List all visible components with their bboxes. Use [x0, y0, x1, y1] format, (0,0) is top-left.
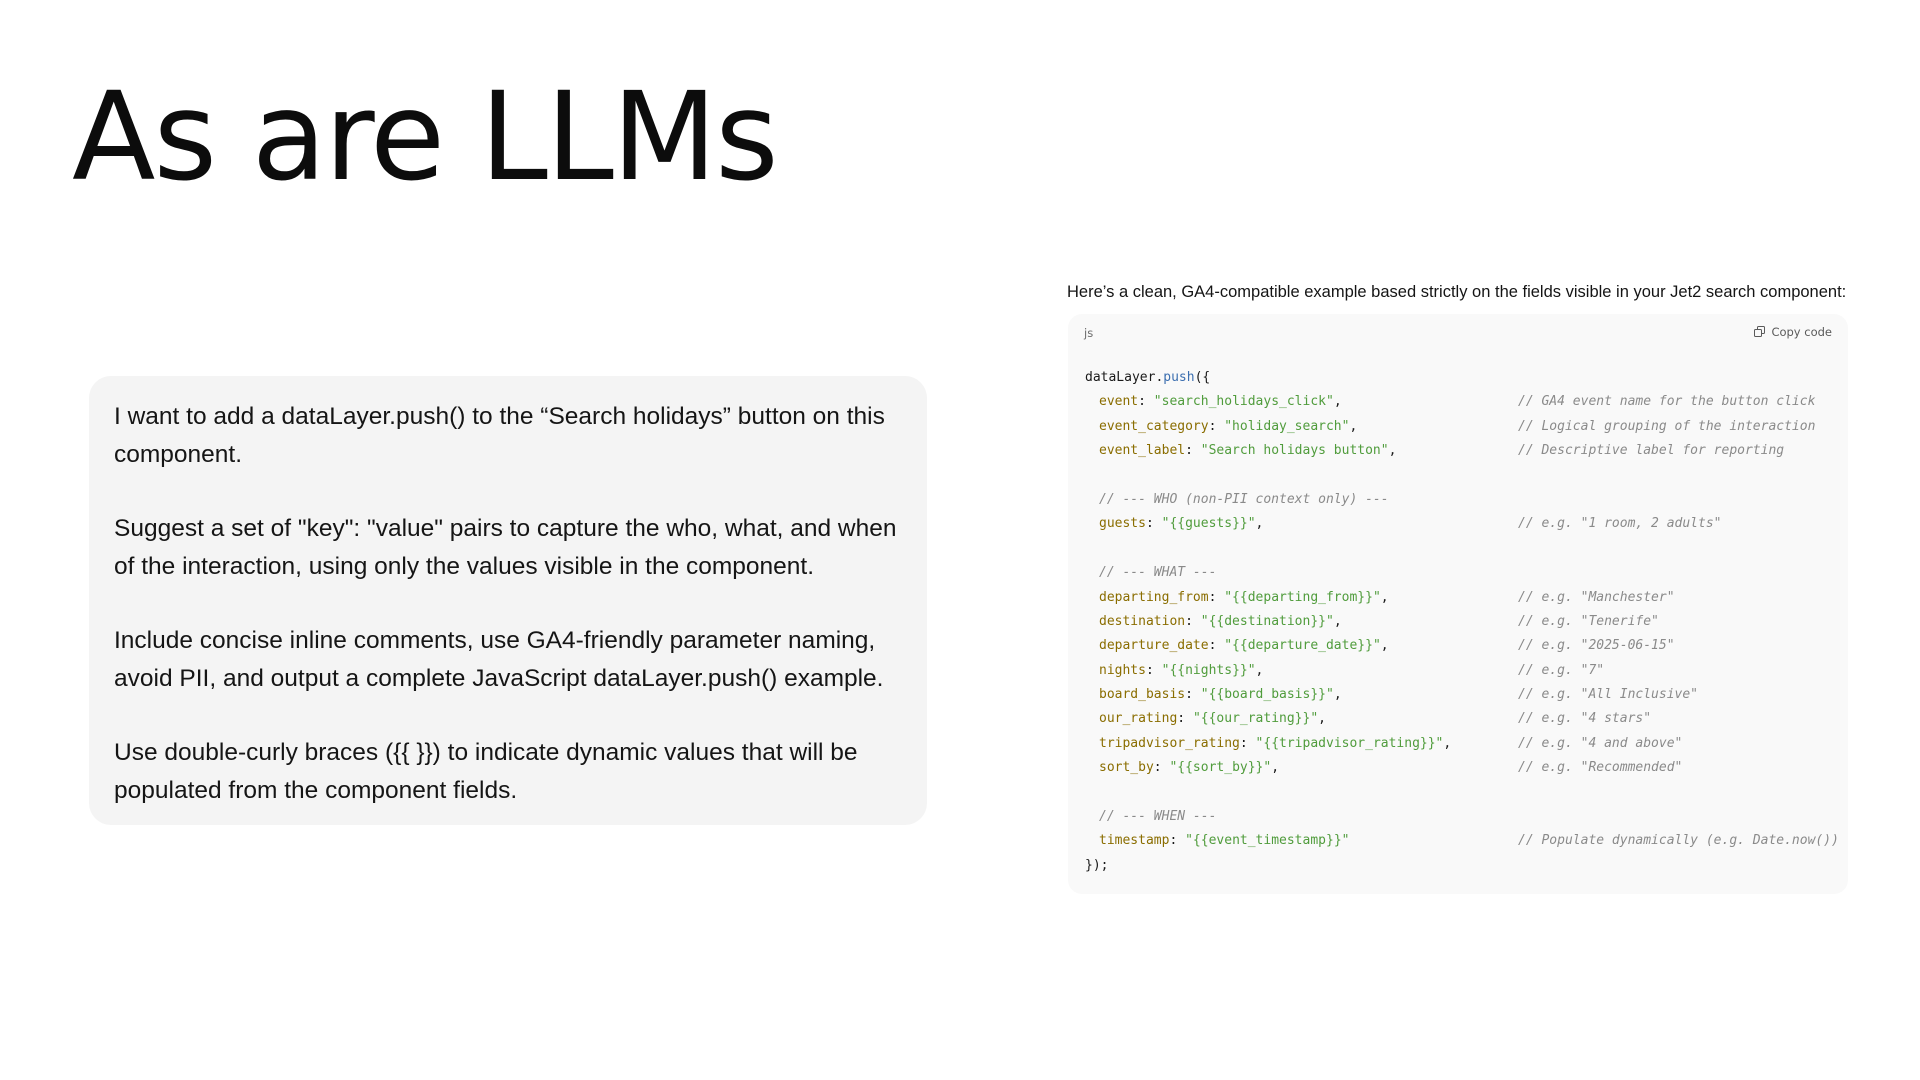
code-key: timestamp — [1099, 833, 1170, 849]
code-language-label: js — [1084, 326, 1094, 340]
code-comment: // Descriptive label for reporting — [1518, 443, 1785, 459]
code-colon: : — [1185, 613, 1201, 629]
code-colon: : — [1185, 687, 1201, 703]
code-comment: // e.g. "Recommended" — [1518, 760, 1683, 776]
code-line-blank — [1085, 781, 1451, 805]
code-section-comment: // --- WHAT --- — [1099, 565, 1217, 581]
code-comma: , — [1349, 418, 1358, 434]
code-body — [1085, 366, 1839, 878]
code-colon: : — [1185, 443, 1201, 459]
code-comment: // e.g. "All Inclusive" — [1518, 687, 1699, 703]
code-key: departure_date — [1099, 638, 1209, 654]
code-section-comment: // --- WHO (non-PII context only) --- — [1099, 491, 1389, 507]
copy-code-button[interactable] — [1754, 323, 1832, 341]
code-line-blank — [1085, 537, 1451, 561]
code-comment: // e.g. "4 and above" — [1518, 735, 1683, 751]
code-key: tripadvisor_rating — [1099, 735, 1240, 751]
code-comment: // e.g. "Manchester" — [1518, 589, 1675, 605]
code-key: sort_by — [1099, 760, 1154, 776]
code-colon: : — [1208, 589, 1225, 605]
copy-icon — [1754, 326, 1766, 338]
code-comment: // e.g. "Tenerife" — [1518, 613, 1659, 629]
code-colon: : — [1208, 418, 1225, 434]
response-intro: Here’s a clean, GA4-compatible example based strictly on the fields visible in your Jet2 search component: — [1067, 283, 1847, 301]
code-line — [1085, 756, 1683, 780]
code-function: push — [1163, 370, 1195, 385]
code-comment: // e.g. "4 stars" — [1518, 711, 1652, 727]
code-comma: , — [1333, 687, 1342, 703]
code-line — [1085, 805, 1451, 829]
code-dot: . — [1155, 370, 1164, 385]
code-line — [1085, 707, 1652, 731]
code-block — [1068, 314, 1848, 894]
code-line-open — [1085, 366, 1451, 390]
prompt-paragraph: Include concise inline comments, use GA4-friendly parameter naming, avoid PII, and output a complete JavaScript dataLayer.push() example. — [114, 627, 884, 692]
code-line — [1085, 586, 1675, 610]
code-comma: , — [1380, 638, 1389, 654]
code-colon: : — [1138, 394, 1154, 410]
code-open-paren: ({ — [1194, 370, 1211, 385]
code-line — [1085, 659, 1605, 683]
code-comma: , — [1388, 443, 1397, 459]
code-comma: , — [1255, 516, 1264, 532]
code-comma: , — [1318, 711, 1326, 727]
code-line — [1085, 610, 1659, 634]
code-key: our_rating — [1099, 711, 1178, 727]
code-value: "Search holidays button" — [1200, 443, 1389, 459]
code-colon: : — [1239, 735, 1256, 751]
code-comma: , — [1443, 735, 1452, 751]
code-line — [1085, 488, 1451, 512]
code-fields — [1085, 390, 1839, 853]
code-value: "{{destination}}" — [1200, 613, 1334, 629]
prompt-paragraph: Suggest a set of "key": "value" pairs to capture the who, what, and when of the interaction, using only the values visible in the component. — [114, 515, 897, 580]
code-value: "{{board_basis}}" — [1200, 687, 1334, 703]
code-value: "{{nights}}" — [1161, 662, 1256, 678]
code-section-comment: // --- WHEN --- — [1099, 809, 1217, 825]
code-colon: : — [1145, 516, 1162, 532]
code-header — [1068, 314, 1848, 350]
code-comment: // e.g. "1 room, 2 adults" — [1518, 516, 1722, 532]
code-value: "{{sort_by}}" — [1169, 760, 1272, 776]
code-comment: // e.g. "7" — [1518, 662, 1605, 678]
code-value: "search_holidays_click" — [1153, 394, 1334, 410]
code-line — [1085, 561, 1451, 585]
code-colon: : — [1145, 662, 1162, 678]
code-line — [1085, 390, 1816, 414]
code-line — [1085, 732, 1683, 756]
prompt-paragraph: I want to add a dataLayer.push() to the “Search holidays” button on this component. — [114, 403, 885, 468]
code-comment: // Populate dynamically (e.g. Date.now()) — [1518, 833, 1839, 849]
code-line — [1085, 634, 1675, 658]
code-colon: : — [1177, 711, 1193, 727]
code-line-blank — [1085, 464, 1451, 488]
slide-title: As are LLMs — [72, 66, 777, 208]
code-key: event_label — [1099, 443, 1186, 459]
code-comment: // Logical grouping of the interaction — [1518, 418, 1816, 434]
code-comma: , — [1255, 662, 1264, 678]
code-comment: // GA4 event name for the button click — [1518, 394, 1816, 410]
code-colon: : — [1153, 760, 1170, 776]
code-line — [1085, 512, 1722, 536]
code-value: "holiday_search" — [1224, 418, 1350, 434]
code-comment: // e.g. "2025-06-15" — [1518, 638, 1675, 654]
code-colon: : — [1169, 833, 1186, 849]
code-close: }); — [1085, 857, 1109, 873]
code-key: event_category — [1099, 418, 1209, 434]
code-value: "{{departure_date}}" — [1224, 638, 1381, 654]
code-key: departing_from — [1099, 589, 1209, 605]
code-value: "{{our_rating}}" — [1192, 711, 1319, 727]
code-comma: , — [1271, 760, 1280, 776]
code-colon: : — [1208, 638, 1225, 654]
code-line — [1085, 415, 1816, 439]
code-value: "{{departing_from}}" — [1224, 589, 1381, 605]
user-prompt-bubble — [89, 376, 927, 825]
code-value: "{{event_timestamp}}" — [1185, 833, 1350, 849]
copy-code-label: Copy code — [1771, 325, 1832, 339]
code-line — [1085, 683, 1699, 707]
code-key: nights — [1099, 662, 1146, 678]
code-key: destination — [1099, 613, 1186, 629]
code-comma: , — [1380, 589, 1389, 605]
code-key: event — [1099, 394, 1139, 410]
code-value: "{{guests}}" — [1161, 516, 1256, 532]
code-comma: , — [1333, 394, 1342, 410]
code-line — [1085, 439, 1785, 463]
code-value: "{{tripadvisor_rating}}" — [1255, 735, 1444, 751]
code-comma: , — [1333, 613, 1342, 629]
code-line-close — [1085, 854, 1451, 878]
code-key: board_basis — [1099, 687, 1186, 703]
code-key: guests — [1099, 516, 1146, 532]
code-line — [1085, 829, 1839, 853]
prompt-paragraph: Use double-curly braces ({{ }}) to indicate dynamic values that will be populated from the component fields. — [114, 739, 858, 804]
code-object: dataLayer — [1085, 370, 1156, 385]
